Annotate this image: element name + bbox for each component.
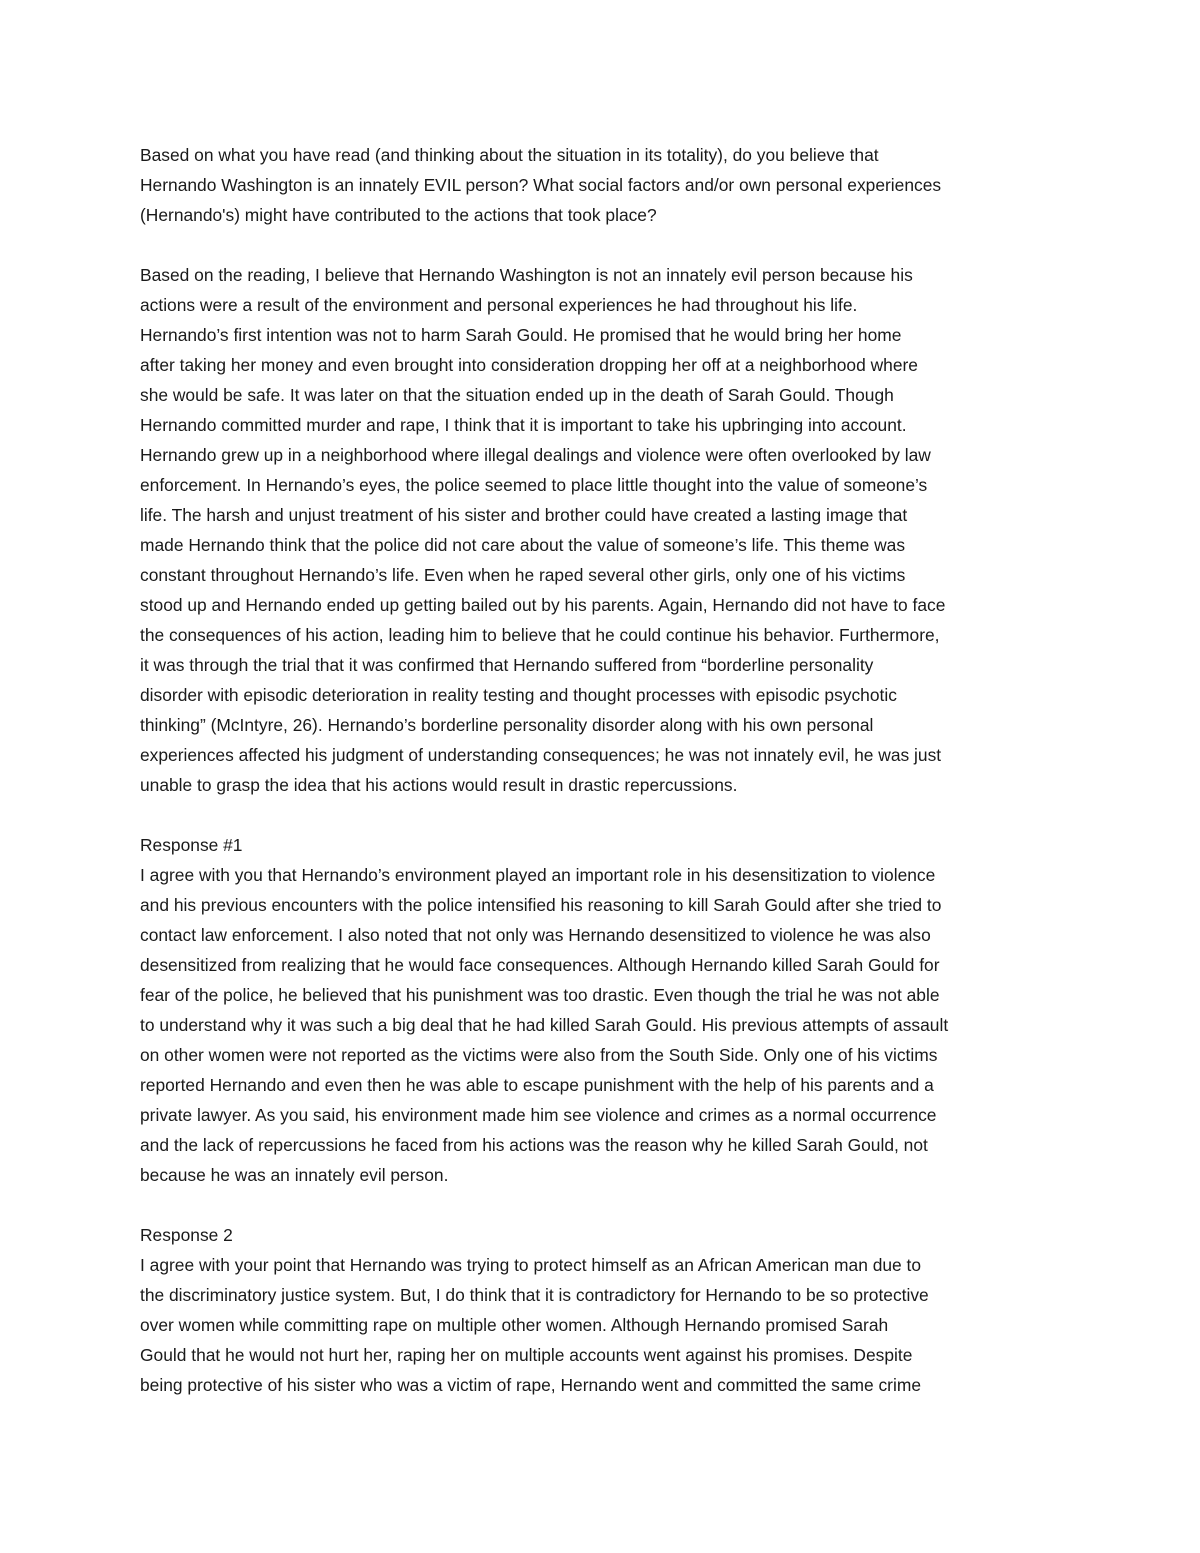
response-1-heading: Response #1 <box>140 835 243 855</box>
response-2-line: being protective of his sister who was a victim of rape, Hernando went and committed the same crime <box>140 1375 921 1395</box>
response-1-line: reported Hernando and even then he was able to escape punishment with the help of his parents and a <box>140 1075 934 1095</box>
document-body <box>140 140 1060 1400</box>
response-1-line: desensitized from realizing that he would face consequences. Although Hernando killed Sarah Gould for <box>140 955 940 975</box>
response-1-line: private lawyer. As you said, his environment made him see violence and crimes as a normal occurrence <box>140 1105 937 1125</box>
response-1-line: and his previous encounters with the police intensified his reasoning to kill Sarah Gould after she tried to <box>140 895 942 915</box>
response-2-line: Gould that he would not hurt her, raping her on multiple accounts went against his promises. Despite <box>140 1345 913 1365</box>
response-1-line: because he was an innately evil person. <box>140 1165 449 1185</box>
response-2-line: I agree with your point that Hernando was trying to protect himself as an African American man due to <box>140 1255 922 1275</box>
answer-line: Based on the reading, I believe that Hernando Washington is not an innately evil person because his <box>140 265 913 285</box>
answer-line: made Hernando think that the police did not care about the value of someone’s life. This theme was <box>140 535 906 555</box>
paragraph-spacer <box>140 230 1060 260</box>
answer-line: life. The harsh and unjust treatment of his sister and brother could have created a lasting image that <box>140 505 908 525</box>
prompt-paragraph <box>140 140 1060 230</box>
paragraph-spacer <box>140 800 1060 830</box>
answer-line: she would be safe. It was later on that the situation ended up in the death of Sarah Gould. Though <box>140 385 894 405</box>
answer-paragraph <box>140 260 1060 800</box>
response-2-line: the discriminatory justice system. But, I do think that it is contradictory for Hernando to be so protective <box>140 1285 929 1305</box>
answer-line: Hernando’s first intention was not to harm Sarah Gould. He promised that he would bring her home <box>140 325 902 345</box>
response-1-line: on other women were not reported as the victims were also from the South Side. Only one of his victims <box>140 1045 938 1065</box>
answer-line: enforcement. In Hernando’s eyes, the police seemed to place little thought into the value of someone’s <box>140 475 928 495</box>
response-1-line: to understand why it was such a big deal that he had killed Sarah Gould. His previous attempts of assault <box>140 1015 949 1035</box>
response-1-line: fear of the police, he believed that his punishment was too drastic. Even though the trial he was not able <box>140 985 940 1005</box>
answer-line: constant throughout Hernando’s life. Even when he raped several other girls, only one of his victims <box>140 565 906 585</box>
prompt-line: Hernando Washington is an innately EVIL person? What social factors and/or own personal experiences <box>140 175 942 195</box>
answer-line: Hernando grew up in a neighborhood where illegal dealings and violence were often overlooked by law <box>140 445 931 465</box>
answer-line: Hernando committed murder and rape, I think that it is important to take his upbringing into account. <box>140 415 907 435</box>
response-1-line: I agree with you that Hernando’s environment played an important role in his desensitization to violence <box>140 865 936 885</box>
paragraph-spacer <box>140 1190 1060 1220</box>
answer-line: experiences affected his judgment of understanding consequences; he was not innately evil, he was just <box>140 745 942 765</box>
response-1-line: and the lack of repercussions he faced from his actions was the reason why he killed Sarah Gould, not <box>140 1135 928 1155</box>
response-2-heading: Response 2 <box>140 1225 233 1245</box>
response-2-section <box>140 1220 1060 1400</box>
answer-line: the consequences of his action, leading him to believe that he could continue his behavior. Furthermore, <box>140 625 940 645</box>
prompt-line: (Hernando's) might have contributed to the actions that took place? <box>140 205 657 225</box>
answer-line: actions were a result of the environment and personal experiences he had throughout his life. <box>140 295 858 315</box>
answer-line: disorder with episodic deterioration in reality testing and thought processes with episodic psychotic <box>140 685 897 705</box>
answer-line: after taking her money and even brought into consideration dropping her off at a neighborhood where <box>140 355 918 375</box>
response-2-line: over women while committing rape on multiple other women. Although Hernando promised Sarah <box>140 1315 889 1335</box>
answer-line: it was through the trial that it was confirmed that Hernando suffered from “borderline personality <box>140 655 874 675</box>
prompt-line: Based on what you have read (and thinking about the situation in its totality), do you believe that <box>140 145 879 165</box>
response-1-line: contact law enforcement. I also noted that not only was Hernando desensitized to violence he was also <box>140 925 931 945</box>
response-1-section <box>140 830 1060 1190</box>
answer-line: stood up and Hernando ended up getting bailed out by his parents. Again, Hernando did not have to face <box>140 595 946 615</box>
answer-line: thinking” (McIntyre, 26). Hernando’s borderline personality disorder along with his own personal <box>140 715 874 735</box>
answer-line: unable to grasp the idea that his actions would result in drastic repercussions. <box>140 775 738 795</box>
